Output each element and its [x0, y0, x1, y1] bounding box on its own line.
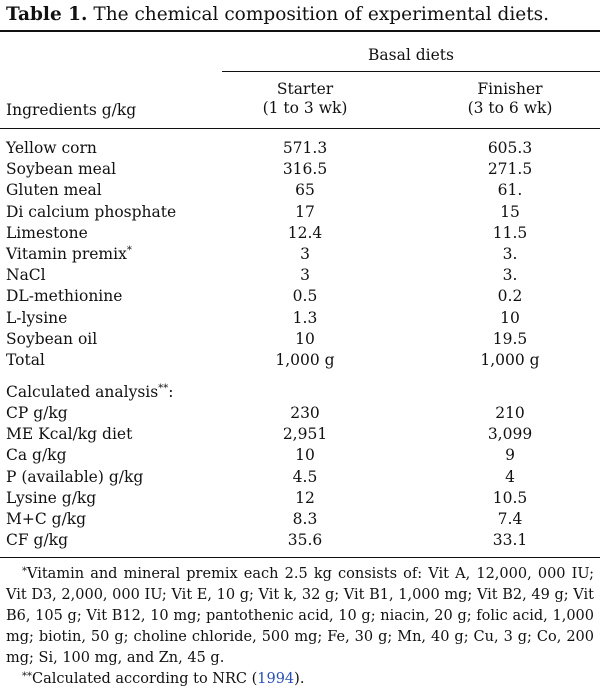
row-header: Ingredients g/kg: [6, 101, 137, 119]
starter-value: 571.3: [282, 139, 328, 157]
starter-value: 3: [300, 266, 310, 285]
citation-link[interactable]: 1994: [257, 671, 295, 687]
finisher-value: 3.: [502, 266, 518, 285]
caption-label: Table 1.: [6, 4, 88, 25]
finisher-value: 7.4: [497, 510, 523, 528]
starter-value: 10: [295, 329, 315, 348]
row-label: M+C g/kg: [6, 510, 87, 528]
starter-value: 12: [295, 488, 315, 507]
finisher-value: 15: [500, 202, 520, 221]
row-label: ME Kcal/kg diet: [6, 425, 133, 444]
finisher-value: 4: [505, 467, 515, 486]
finisher-value: 9: [505, 446, 515, 465]
row-label: Soybean oil: [6, 329, 98, 348]
starter-value: 8.3: [292, 510, 318, 528]
analysis-heading: Calculated analysis**:: [6, 383, 174, 401]
row-label: CP g/kg: [6, 404, 68, 422]
finisher-value: 11.5: [492, 223, 528, 242]
finisher-value: 33.1: [492, 531, 528, 550]
finisher-value: 271.5: [487, 160, 533, 179]
finisher-header-1: Finisher: [477, 80, 543, 98]
footnotes: [6, 564, 594, 690]
row-label: NaCl: [6, 266, 46, 285]
group-header: Basal diets: [368, 46, 454, 64]
row-label: Di calcium phosphate: [6, 202, 177, 221]
starter-value: 65: [295, 181, 315, 200]
starter-value: 10: [295, 446, 315, 465]
row-label: Lysine g/kg: [6, 488, 97, 507]
finisher-value: 1,000 g: [480, 351, 540, 369]
starter-value: 230: [290, 404, 320, 422]
row-label: Vitamin premix*: [6, 245, 132, 263]
starter-value: 3: [300, 245, 310, 263]
finisher-value: 3.: [502, 245, 518, 263]
starter-value: 0.5: [292, 287, 318, 306]
starter-value: 4.5: [292, 467, 318, 486]
header-rule: [0, 128, 600, 129]
finisher-value: 10: [500, 308, 520, 327]
finisher-value: 210: [495, 404, 525, 422]
row-label: Gluten meal: [6, 181, 102, 200]
row-label: DL-methionine: [6, 287, 123, 306]
starter-header-1: Starter: [276, 80, 334, 98]
finisher-value: 61.: [497, 181, 523, 200]
row-label: P (available) g/kg: [6, 467, 144, 486]
starter-value: 1.3: [292, 308, 318, 327]
finisher-value: 19.5: [492, 329, 528, 348]
row-label: Ca g/kg: [6, 446, 67, 465]
footnote-nrc: **Calculated according to NRC (1994).: [22, 671, 305, 687]
finisher-value: 605.3: [487, 139, 533, 157]
row-label: L-lysine: [6, 308, 68, 327]
finisher-value: 0.2: [497, 287, 523, 306]
top-rule: [0, 30, 600, 32]
table-caption: [6, 4, 549, 25]
row-label: CF g/kg: [6, 531, 68, 550]
finisher-header-2: (3 to 6 wk): [467, 99, 553, 117]
group-rule: [222, 71, 600, 72]
starter-value: 2,951: [282, 425, 328, 444]
starter-value: 35.6: [287, 531, 323, 550]
footnote-premix: *Vitamin and mineral premix each 2.5 kg consists of: Vit A, 12,000, 000 IU; Vit D3, 2,000, 000 IU; Vit E, 10 g; Vit k, 32 g; Vit B1, 1,000 mg; Vit B2, 49 g; Vit B6, 105 g; Vit B12, 10 mg; pantothenic acid, 10 g; niacin, 20 g; folic acid, 1,000 mg; biotin, 50 g; choline chloride, 500 mg; Fe, 30 g; Mn, 40 g; Cu, 3 g; Co, 200 mg; Si, 100 mg, and Zn, 45 g.: [6, 566, 594, 666]
starter-header-2: (1 to 3 wk): [262, 99, 348, 117]
starter-value: 1,000 g: [275, 351, 335, 369]
row-label: Soybean meal: [6, 160, 117, 179]
bottom-rule: [0, 557, 600, 558]
starter-value: 17: [295, 202, 315, 221]
finisher-value: 3,099: [487, 425, 533, 444]
caption-text: The chemical composition of experimental diets.: [87, 4, 550, 25]
row-label: Yellow corn: [6, 139, 97, 157]
finisher-value: 10.5: [492, 488, 528, 507]
starter-value: 12.4: [287, 223, 323, 242]
starter-value: 316.5: [282, 160, 328, 179]
row-label: Limestone: [6, 223, 88, 242]
row-label: Total: [6, 351, 45, 369]
